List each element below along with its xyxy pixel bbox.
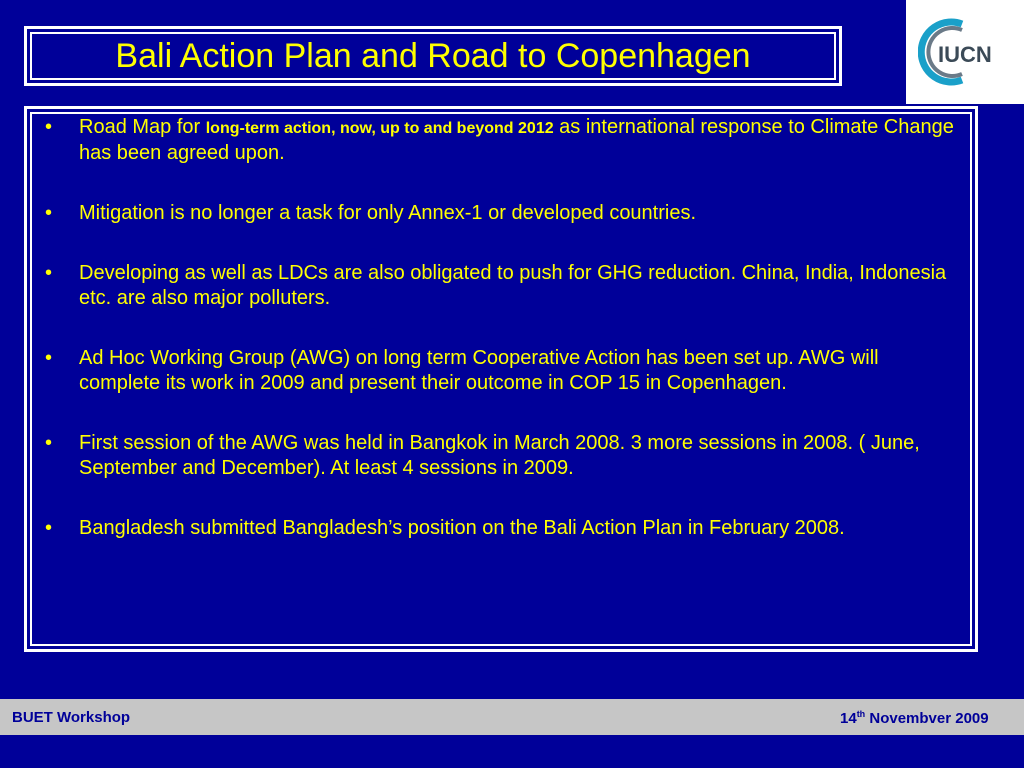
footer-bar bbox=[0, 699, 1024, 735]
footer-event: BUET Workshop bbox=[12, 709, 131, 726]
bullet-item bbox=[45, 201, 955, 226]
bullet-dot: • bbox=[45, 517, 53, 539]
bullet-item bbox=[45, 261, 955, 311]
footer-date-day: 14 bbox=[840, 710, 857, 727]
logo-text: IUCN bbox=[938, 42, 992, 67]
bullet-rest: as international response to Climate Change has been agreed upon. bbox=[79, 116, 954, 164]
footer-date-sup: th bbox=[856, 709, 866, 719]
title-frame bbox=[24, 26, 842, 86]
bullet-item bbox=[45, 115, 955, 166]
bullet-text: First session of the AWG was held in Bangkok in March 2008. 3 more sessions in 2008. ( June, September and December). At least 4 sessions in 2009. bbox=[79, 432, 920, 479]
content-frame bbox=[24, 106, 978, 652]
footer-date-rest: Novembver 2009 bbox=[865, 710, 989, 727]
bullet-item bbox=[45, 516, 955, 541]
bullet-dot: • bbox=[45, 262, 53, 284]
bullet-list bbox=[45, 115, 955, 576]
bullet-dot: • bbox=[45, 432, 53, 454]
iucn-logo bbox=[906, 0, 1024, 104]
slide-title: Bali Action Plan and Road to Copenhagen bbox=[115, 37, 751, 75]
bullet-item bbox=[45, 346, 955, 396]
bullet-text: Mitigation is no longer a task for only Annex-1 or developed countries. bbox=[79, 202, 697, 224]
bullet-text: Ad Hoc Working Group (AWG) on long term Cooperative Action has been set up. AWG will complete its work in 2009 and present their outcome in COP 15 in Copenhagen. bbox=[79, 347, 879, 394]
bullet-lead: Road Map for bbox=[79, 116, 206, 138]
bullet-bold: long-term action, now, up to and beyond 2012 bbox=[205, 120, 554, 137]
footer-date bbox=[840, 709, 989, 727]
bullet-text: Developing as well as LDCs are also obligated to push for GHG reduction. China, India, Indonesia etc. are also major polluters. bbox=[79, 262, 947, 309]
bullet-dot: • bbox=[45, 202, 53, 224]
bullet-text: Bangladesh submitted Bangladesh’s position on the Bali Action Plan in February 2008. bbox=[79, 517, 845, 539]
bullet-item bbox=[45, 431, 955, 481]
bullet-dot: • bbox=[45, 347, 53, 369]
iucn-logo-icon bbox=[918, 16, 1014, 88]
bullet-dot: • bbox=[45, 116, 53, 138]
